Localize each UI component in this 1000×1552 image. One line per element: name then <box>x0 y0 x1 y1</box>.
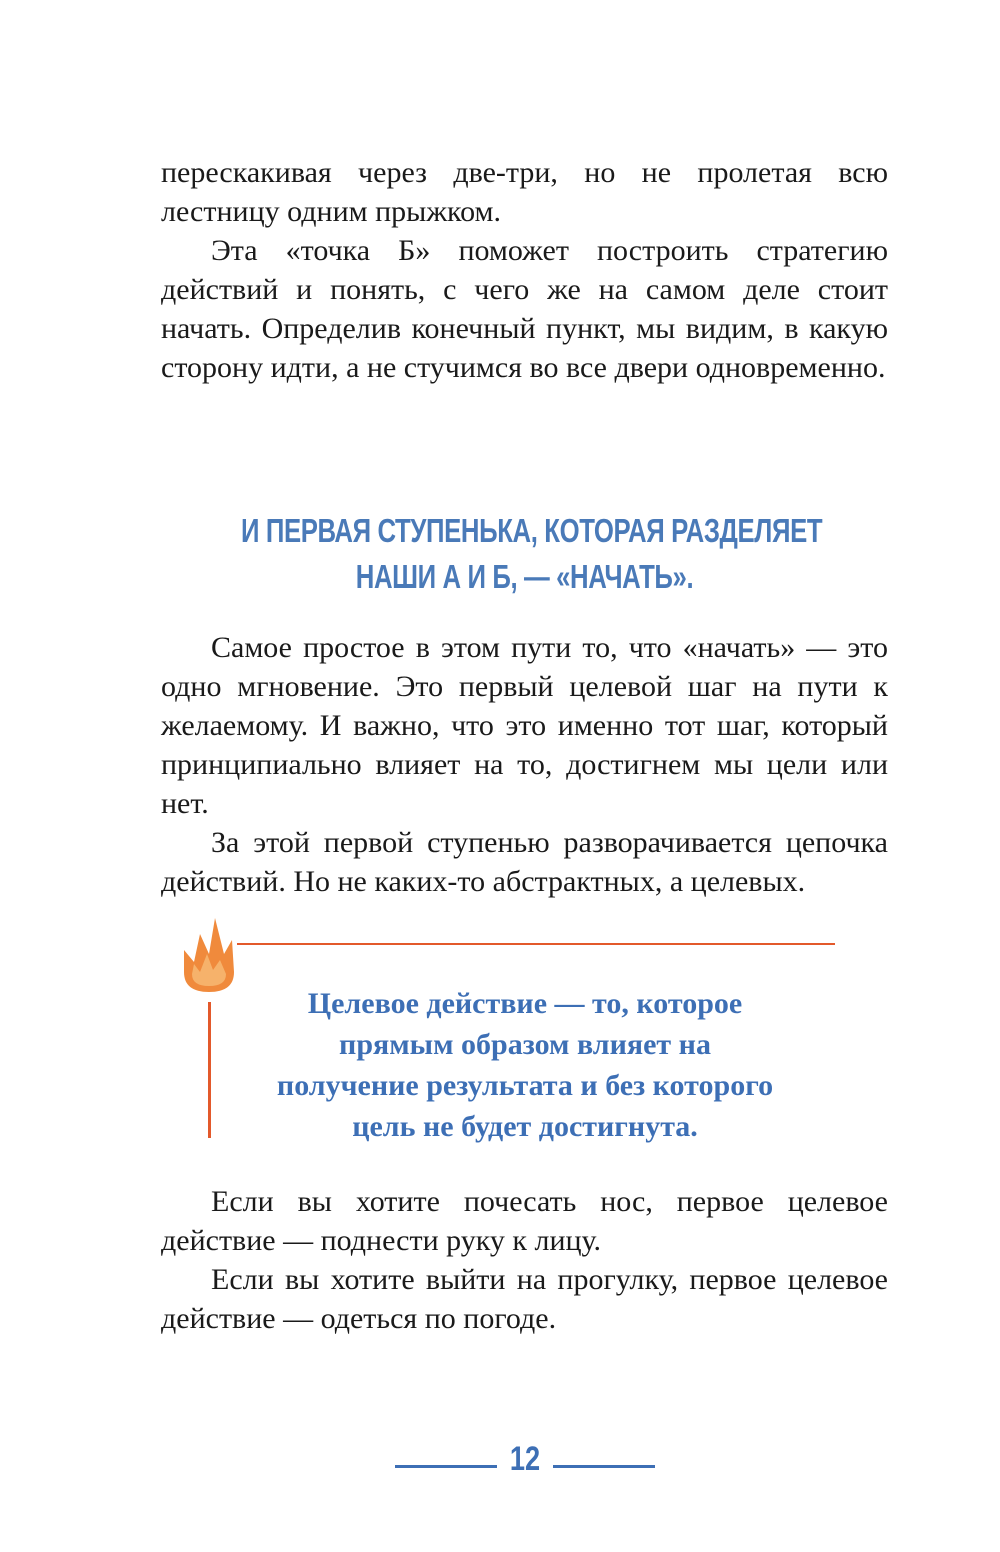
paragraph: Если вы хотите выйти на прогулку, первое целевое действие — одеться по погоде. <box>161 1263 888 1335</box>
heading-line: И ПЕРВАЯ СТУПЕНЬКА, КОТОРАЯ РАЗДЕЛЯЕТ <box>240 512 823 549</box>
paragraph: перескакивая через две-три, но не пролетая всю лестницу одним прыжком. <box>161 156 888 228</box>
footer-rule-left <box>395 1465 497 1468</box>
page-number: 12 <box>509 1440 541 1478</box>
callout-definition <box>225 983 825 1147</box>
callout-divider <box>237 943 835 945</box>
paragraph: Самое простое в этом пути то, что «начать» — это одно мгновение. Это первый целевой шаг на пути к желаемому. И важно, что это именно тот шаг, который принципиально влияет на то, достигнем мы цели или нет. <box>161 631 888 820</box>
callout-line: цель не будет достигнута. <box>352 1110 698 1143</box>
callout-line: получение результата и без которого <box>276 1069 774 1102</box>
page-number-footer <box>395 1434 655 1484</box>
footer-rule-right <box>553 1465 655 1468</box>
text-block-bottom <box>161 1182 888 1338</box>
text-block-middle <box>161 628 888 901</box>
paragraph: За этой первой ступенью разворачивается цепочка действий. Но не каких-то абстрактных, а целевых. <box>161 826 888 898</box>
callout-line: Целевое действие — то, которое <box>307 987 743 1020</box>
callout-side-line <box>208 1002 211 1138</box>
callout-line: прямым образом влияет на <box>339 1028 711 1061</box>
paragraph: Эта «точка Б» поможет построить стратегию действий и понять, с чего же на самом деле стоит начать. Определив конечный пункт, мы видим, в какую сторону идти, а не стучимся во все двери одновременно. <box>161 234 888 384</box>
section-heading <box>240 508 823 600</box>
heading-line: НАШИ А И Б, — «НАЧАТЬ». <box>355 558 694 595</box>
paragraph: Если вы хотите почесать нос, первое целевое действие — поднести руку к лицу. <box>161 1185 888 1257</box>
text-block-top <box>161 153 888 387</box>
